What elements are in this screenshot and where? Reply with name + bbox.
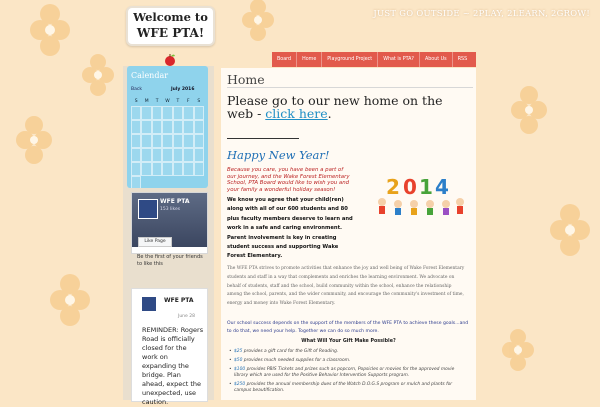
calendar-day[interactable] (131, 134, 141, 148)
calendar-day[interactable] (173, 162, 183, 176)
facebook-page-name[interactable]: WFE PTA (160, 198, 190, 205)
pta-logo-icon (138, 199, 158, 219)
like-page-button[interactable]: Like Page (138, 237, 172, 247)
page-title: Home (227, 72, 265, 87)
calendar-day[interactable] (173, 134, 183, 148)
logo-line-1: Welcome to (133, 10, 208, 24)
calendar-day[interactable] (162, 106, 172, 120)
facebook-friends-text: Be the first of your friends to like this (137, 254, 203, 267)
calendar-day[interactable] (183, 106, 193, 120)
nav-rss[interactable]: RSS (457, 57, 468, 62)
calendar-day[interactable] (152, 162, 162, 176)
moved-period: . (327, 106, 332, 121)
site-tagline: JUST GO OUTSIDE ~ 2PLAY, 2LEARN, 2GROW! (373, 8, 590, 18)
gift-heading: What Will Your Gift Make Possible? (301, 339, 396, 344)
calendar-day[interactable] (173, 148, 183, 162)
list-item (229, 382, 469, 394)
nav-board[interactable]: Board (272, 52, 297, 67)
divider (227, 87, 473, 88)
logo-line-2: WFE PTA! (136, 26, 205, 40)
gift-amount: $25 (234, 349, 243, 354)
calendar-back-link[interactable]: Back (131, 87, 142, 92)
calendar-day[interactable] (141, 148, 151, 162)
facebook-post (131, 288, 208, 406)
list-item (229, 349, 469, 355)
calendar-day[interactable] (194, 106, 204, 120)
nav-what-is-pta[interactable]: What is PTA? (378, 52, 420, 67)
list-item (229, 367, 469, 379)
gift-amount: $100 (234, 367, 246, 372)
calendar-day[interactable] (162, 162, 172, 176)
main-content (221, 68, 476, 400)
gift-list (229, 349, 469, 397)
facebook-page-widget[interactable] (131, 192, 208, 254)
site-logo[interactable] (126, 6, 215, 46)
facebook-like-count: 153 likes (160, 207, 181, 212)
weekday-label: W (165, 99, 170, 104)
calendar-widget (127, 66, 208, 188)
pta-logo-icon[interactable] (142, 297, 156, 311)
post-author[interactable]: WFE PTA (164, 297, 194, 304)
gift-description: provides the annual membership dues of the Watch D.O.G.S program or mulch and plants for campus beautification. (234, 382, 453, 393)
mission-paragraph: The WFE PTA strives to promote activities that enhance the joy and well being of Wake Forest Elementary students and staff in a way that complements and enriches the learning environment. We advocate on behalf of students, staff and the school, build community within the school, enhance the relationship among the school, parents, and the wider community, and encourage the community's investment of time, energy and money into Wake Forest Elementary. (227, 266, 465, 307)
moved-text: Please go to our new home on the web - (227, 93, 443, 121)
moved-notice (227, 94, 467, 120)
weekday-label: S (134, 99, 138, 104)
calendar-day[interactable] (152, 120, 162, 134)
calendar-day[interactable] (162, 148, 172, 162)
calendar-day[interactable] (141, 106, 151, 120)
gift-amount: $50 (234, 358, 243, 363)
main-navigation (272, 52, 476, 67)
list-item (229, 358, 469, 364)
involvement-paragraph: We know you agree that your child(ren) along with all of our 600 students and 80 plus faculty members deserve to learn and work in a safe and caring environment. Parent involvement is key in creating student success and supporting Wake Forest Elementary. (227, 197, 353, 260)
calendar-day[interactable] (141, 120, 151, 134)
calendar-day[interactable] (194, 162, 204, 176)
calendar-month: July 2016 (171, 87, 195, 92)
calendar-day[interactable] (183, 162, 193, 176)
new-year-2014-image (368, 166, 468, 216)
calendar-day[interactable] (131, 106, 141, 120)
calendar-day[interactable] (131, 162, 141, 176)
weekday-label: S (197, 99, 201, 104)
calendar-day[interactable] (141, 162, 151, 176)
nav-playground-project[interactable]: Playground Project (322, 52, 378, 67)
post-text: REMINDER: Rogers Road is officially closed for the work on expanding the bridge. Plan ahead, expect the unexpected, use caution. (142, 326, 204, 406)
calendar-day[interactable] (183, 120, 193, 134)
support-paragraph: Our school success depends on the support of the members of the WFE PTA to achieve these goals...and to do that, we need your help. Together we can do so much more. (227, 321, 469, 334)
weekday-label: T (176, 99, 180, 104)
calendar-day[interactable] (194, 134, 204, 148)
weekday-label: T (155, 99, 159, 104)
gift-description: provides a gift card for the Gift of Reading. (242, 349, 339, 354)
nav-about-us[interactable]: About Us (420, 52, 453, 67)
gift-description: provides much needed supplies for a classroom. (242, 358, 351, 363)
calendar-day[interactable] (183, 134, 193, 148)
gift-amount: $250 (234, 382, 246, 387)
year-digit: 1 (419, 175, 433, 199)
calendar-day[interactable] (131, 148, 141, 162)
calendar-day[interactable] (162, 120, 172, 134)
year-digit: 2 (386, 175, 400, 199)
year-digit: 4 (435, 175, 449, 199)
calendar-title: Calendar (131, 71, 169, 80)
calendar-day[interactable] (194, 148, 204, 162)
post-date[interactable]: June 28 (178, 314, 195, 319)
calendar-day[interactable] (183, 148, 193, 162)
year-digit: 0 (403, 175, 417, 199)
intro-text: Because you care, you have been a part of our journey, and the Wake Forest Elementary School, PTA Board would like to wish you and your family a wonderful holiday season! (227, 167, 350, 193)
calendar-day[interactable] (141, 134, 151, 148)
calendar-day[interactable] (152, 134, 162, 148)
calendar-day[interactable] (131, 120, 141, 134)
gift-description: provides PBIS Tickets and prizes such as popcorn, Popsicles or movies for the approved movie library which are used for the Positive Behavior Intervention Supports program. (234, 367, 455, 378)
new-home-link[interactable]: click here (265, 106, 328, 121)
calendar-day[interactable] (152, 106, 162, 120)
calendar-day[interactable] (173, 120, 183, 134)
divider (227, 138, 299, 139)
calendar-day[interactable] (194, 120, 204, 134)
calendar-day[interactable] (173, 106, 183, 120)
apple-icon (163, 53, 177, 67)
calendar-grid (131, 97, 204, 188)
calendar-day[interactable] (131, 176, 141, 188)
weekday-label: M (144, 99, 149, 104)
greeting-heading: Happy New Year! (227, 148, 330, 162)
calendar-day[interactable] (162, 134, 172, 148)
calendar-day[interactable] (152, 148, 162, 162)
nav-home[interactable]: Home (297, 52, 322, 67)
weekday-label: F (187, 99, 190, 104)
